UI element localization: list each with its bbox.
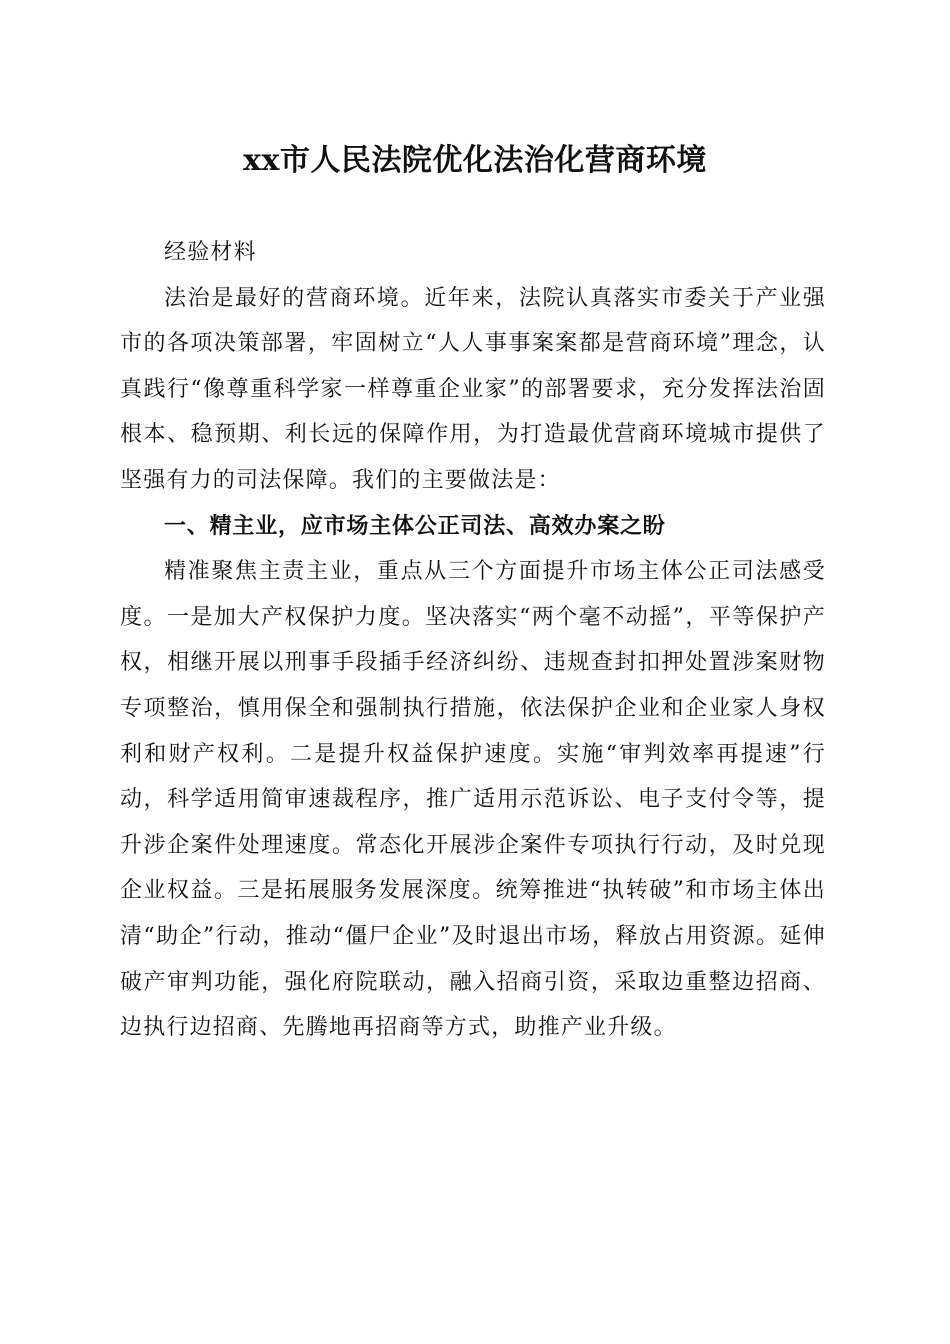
section-1-heading: 一、精主业，应市场主体公正司法、高效办案之盼 bbox=[164, 513, 666, 539]
document-body bbox=[120, 230, 826, 1051]
intro-paragraph: 法治是最好的营商环境。近年来，法院认真落实市委关于产业强市的各项决策部署，牢固树立“人人事事案案都是营商环境”理念，认真践行“像尊重科学家一样尊重企业家”的部署要求，充分发挥法治固根本、稳预期、利长远的保障作用，为打造最优营商环境城市提供了坚强有力的司法保障。我们的主要做法是： bbox=[120, 285, 826, 493]
section-1-paragraph: 精准聚焦主责主业，重点从三个方面提升市场主体公正司法感受度。一是加大产权保护力度。坚决落实“两个毫不动摇”，平等保护产权，相继开展以刑事手段插手经济纠纷、违规查封扣押处置涉案财物专项整治，慎用保全和强制执行措施，依法保护企业和企业家人身权利和财产权利。二是提升权益保护速度。实施“审判效率再提速”行动，科学适用简审速裁程序，推广适用示范诉讼、电子支付令等，提升涉企案件处理速度。常态化开展涉企案件专项执行行动，及时兑现企业权益。三是拓展服务发展深度。统筹推进“执转破”和市场主体出清“助企”行动，推动“僵尸企业”及时退出市场，释放占用资源。延伸破产审判功能，强化府院联动，融入招商引资，采取边重整边招商、边执行边招商、先腾地再招商等方式，助推产业升级。 bbox=[120, 559, 826, 1041]
document-subtitle: 经验材料 bbox=[164, 240, 257, 265]
document-title: xx市人民法院优化法治化营商环境 bbox=[243, 143, 707, 178]
